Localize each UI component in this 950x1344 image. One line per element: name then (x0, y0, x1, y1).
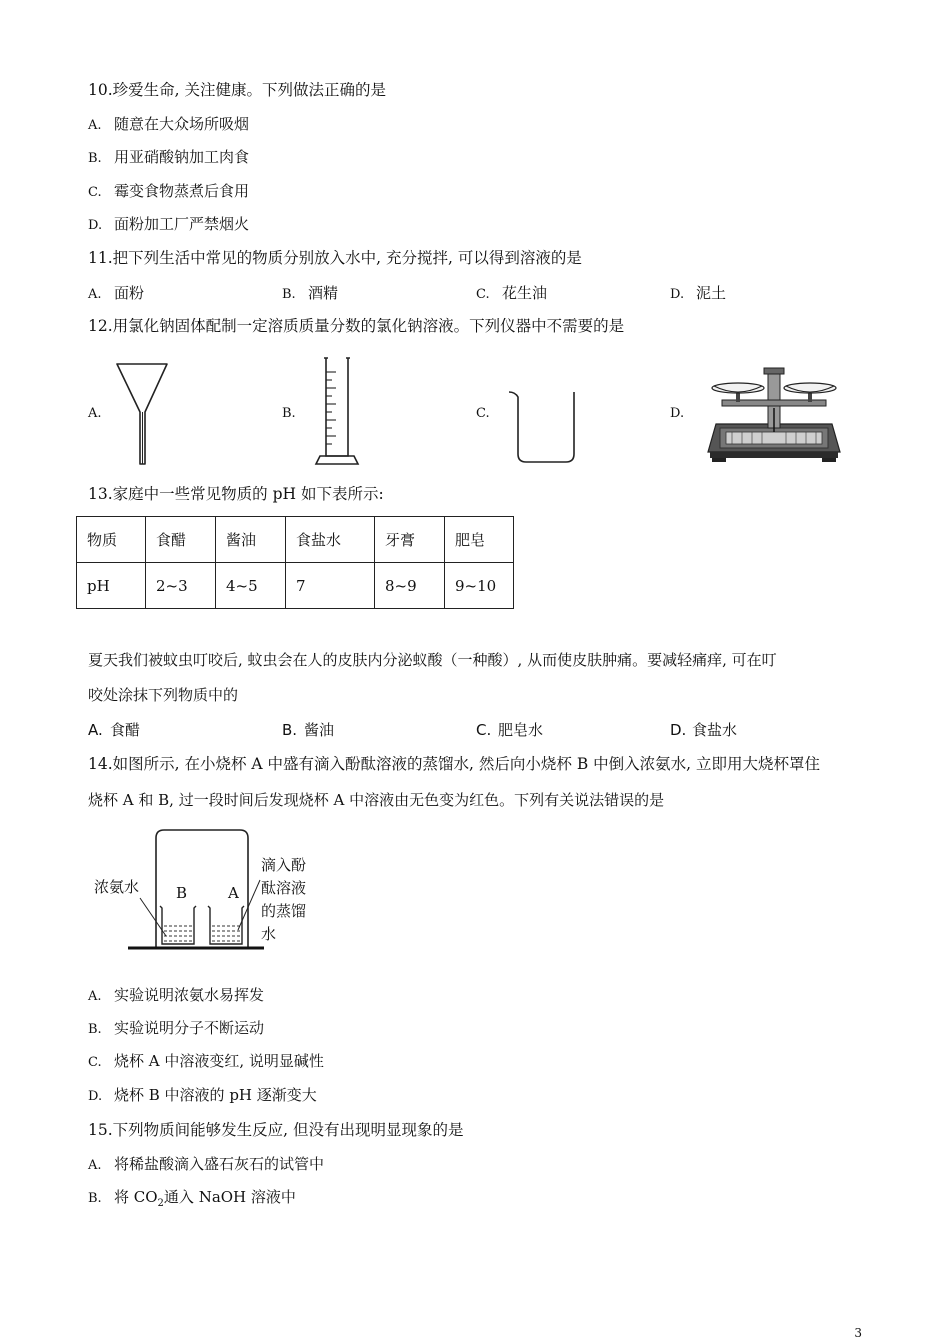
q14-option-b: B. 实验说明分子不断运动 (88, 1019, 265, 1037)
q13-option-c: C. 肥皂水 (476, 721, 544, 739)
q15-option-a: A. 将稀盐酸滴入盛石灰石的试管中 (88, 1155, 325, 1173)
beaker-a-label: A (228, 884, 239, 902)
beaker-b-label: B (176, 884, 188, 902)
q13-option-a: A. 食醋 (88, 721, 141, 739)
q15-option-b: B. 将 $CO_2$通入 NaOH 溶液中 (88, 1188, 296, 1209)
q12-option-d-label: D. (670, 406, 685, 421)
q11-option-b: B. 酒精 (282, 284, 339, 302)
table-cell: 7 (286, 563, 375, 609)
q11-option-c: C. 花生油 (476, 284, 548, 302)
q14-option-d: D. 烧杯 B 中溶液的 pH 逐渐变大 (88, 1086, 317, 1104)
table-header-cell: 肥皂 (445, 517, 514, 563)
table-cell: 9~10 (445, 563, 514, 609)
funnel-icon (112, 360, 172, 468)
phenolphthalein-label: 滴入酚 酞溶液 的蒸馏 水 (261, 856, 307, 943)
table-header-cell: 酱油 (216, 517, 286, 563)
graduated-cylinder-icon (312, 354, 362, 468)
q10-option-d: D. 面粉加工厂严禁烟火 (88, 215, 250, 233)
balance-scale-icon (702, 364, 846, 462)
q12-option-a-label: A. (88, 406, 102, 421)
table-cell: 8~9 (375, 563, 445, 609)
table-header-cell: 食盐水 (286, 517, 375, 563)
ammonia-diffusion-figure (126, 828, 266, 954)
page-number: 3 (854, 1326, 862, 1340)
q12-stem: 12.用氯化钠固体配制一定溶质质量分数的氯化钠溶液。下列仪器中不需要的是 (88, 317, 625, 335)
q13-paragraph-line-1: 夏天我们被蚊虫叮咬后, 蚊虫会在人的皮肤内分泌蚁酸（一种酸）, 从而使皮肤肿痛。要减轻痛痒, 可在叮 (88, 651, 777, 669)
table-cell: 2~3 (146, 563, 216, 609)
table-header-cell: 牙膏 (375, 517, 445, 563)
q10-option-a: A. 随意在大众场所吸烟 (88, 115, 250, 133)
q12-option-c-label: C. (476, 406, 490, 421)
q12-option-b-label: B. (282, 406, 296, 421)
q11-option-a: A. 面粉 (88, 284, 145, 302)
q14-option-a: A. 实验说明浓氨水易挥发 (88, 986, 265, 1004)
table-cell: 4~5 (216, 563, 286, 609)
q14-option-c: C. 烧杯 A 中溶液变红, 说明显碱性 (88, 1052, 324, 1070)
q13-stem: 13.家庭中一些常见物质的 pH 如下表所示: (88, 485, 384, 503)
q14-stem-line-2: 烧杯 A 和 B, 过一段时间后发现烧杯 A 中溶液由无色变为红色。下列有关说法错误的是 (88, 791, 665, 809)
table-row (77, 563, 514, 609)
q13-option-d: D. 食盐水 (670, 721, 738, 739)
q15-stem: 15.下列物质间能够发生反应, 但没有出现明显现象的是 (88, 1121, 464, 1139)
q13-option-b: B. 酱油 (282, 721, 335, 739)
q11-option-d: D. 泥土 (670, 284, 727, 302)
table-header-cell: 物质 (77, 517, 146, 563)
table-cell: pH (77, 563, 146, 609)
q14-stem-line-1: 14.如图所示, 在小烧杯 A 中盛有滴入酚酞溶液的蒸馏水, 然后向小烧杯 B 中倒入浓氨水, 立即用大烧杯罩住 (88, 755, 821, 773)
table-header-cell: 食醋 (146, 517, 216, 563)
q10-option-c: C. 霉变食物蒸煮后食用 (88, 182, 250, 200)
q13-paragraph-line-2: 咬处涂抹下列物质中的 (88, 686, 239, 704)
table-row (77, 517, 514, 563)
q10-stem: 10.珍爱生命, 关注健康。下列做法正确的是 (88, 81, 387, 99)
q10-option-b: B. 用亚硝酸钠加工肉食 (88, 148, 250, 166)
q11-stem: 11.把下列生活中常见的物质分别放入水中, 充分搅拌, 可以得到溶液的是 (88, 249, 582, 267)
beaker-icon (506, 388, 578, 466)
ph-table (76, 516, 514, 609)
ammonia-label: 浓氨水 (94, 878, 140, 896)
